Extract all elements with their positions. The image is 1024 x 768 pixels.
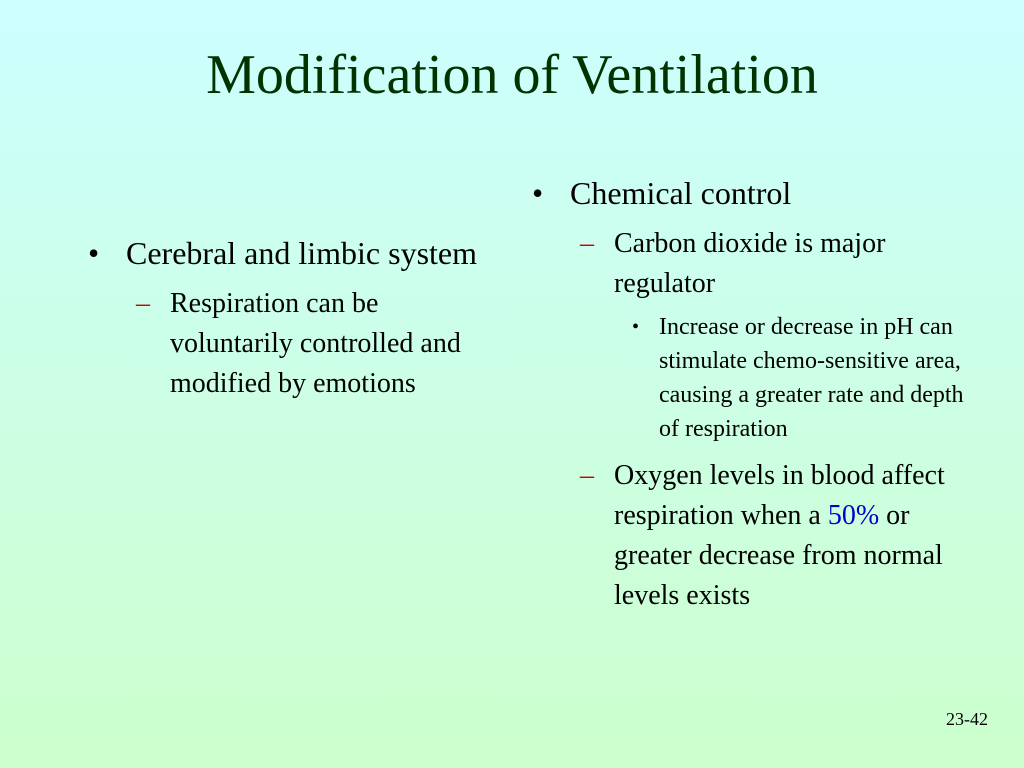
sub-item [532,456,982,616]
bullet-text: Cerebral and limbic system [126,235,478,271]
sub-item-text-before: Oxygen levels in blood affect respiration when a [614,460,945,531]
dash-icon: – [136,288,150,319]
sub-item-text: Respiration can be voluntarily controlled and modified by emotions [170,288,461,399]
sub-item [532,224,982,304]
left-column [88,232,488,404]
sub-bullet-item [532,310,982,446]
bullet-icon: • [532,175,544,211]
bullet-icon: • [88,235,100,271]
bullet-item [88,232,488,274]
right-column [532,172,982,616]
sub-item-text-after: or greater decrease from normal levels exists [614,500,943,611]
bullet-icon: • [632,316,640,338]
bullet-text: Chemical control [570,175,792,211]
sub-bullet-text: Increase or decrease in pH can stimulate chemo-sensitive area, causing a greater rate and depth of respiration [659,314,964,442]
slide-title: Modification of Ventilation [206,44,818,106]
sub-item [88,284,488,404]
bullet-item [532,172,982,214]
dash-icon: – [580,228,594,259]
page-number: 23-42 [946,709,988,729]
highlight-value: 50% [827,500,880,531]
sub-item-text: Carbon dioxide is major regulator [614,228,886,299]
dash-icon: – [580,460,594,491]
